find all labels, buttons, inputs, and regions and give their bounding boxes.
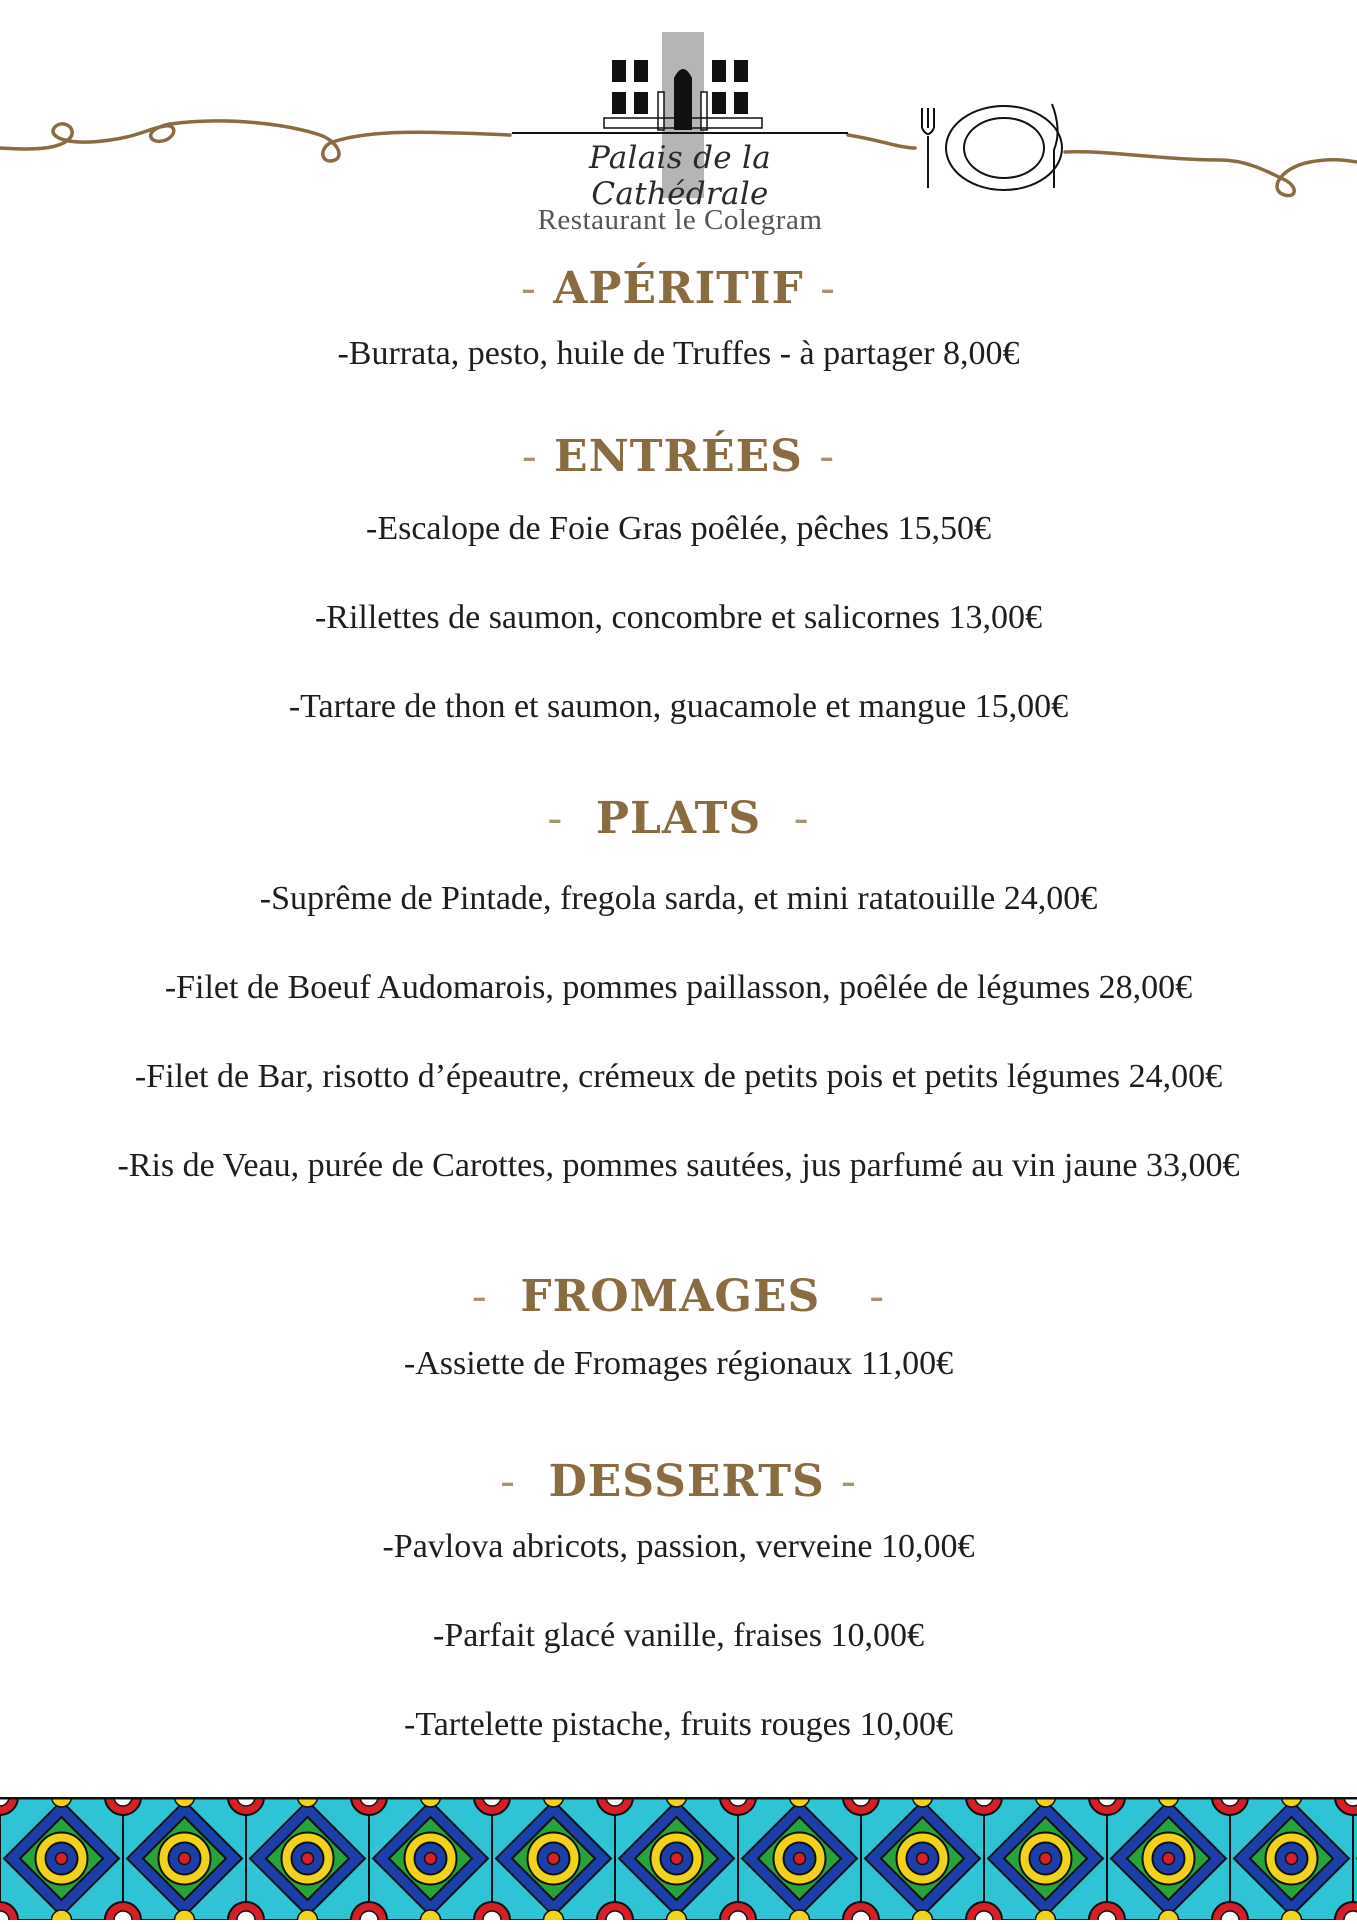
- left-swirl-ornament: [0, 121, 510, 161]
- brand-subtitle: Restaurant le Colegram: [537, 204, 823, 236]
- right-swirl-ornament: [848, 135, 1357, 196]
- menu-item: -Rillettes de saumon, concombre et salicornes 13,00€: [314, 599, 1043, 636]
- menu-item: -Filet de Bar, risotto d’épeautre, crémeux de petits pois et petits légumes 24,00€: [134, 1058, 1223, 1095]
- menu-item: -Ris de Veau, purée de Carottes, pommes sautées, jus parfumé au vin jaune 33,00€: [117, 1147, 1240, 1184]
- section-title-fromages: - FROMAGES -: [471, 1271, 886, 1322]
- menu-item: -Filet de Boeuf Audomarois, pommes paillasson, poêlée de légumes 28,00€: [164, 969, 1193, 1006]
- stained-glass-pattern: [0, 1797, 1357, 1920]
- menu-item: -Tartare de thon et saumon, guacamole et mangue 15,00€: [288, 688, 1069, 725]
- menu-item: -Suprême de Pintade, fregola sarda, et mini ratatouille 24,00€: [259, 880, 1098, 917]
- menu-item: -Tartelette pistache, fruits rouges 10,00€: [404, 1706, 953, 1743]
- fork-icon: [922, 108, 934, 188]
- section-title-entrees: - ENTRÉES -: [521, 431, 836, 482]
- stained-glass-border: [0, 1797, 1357, 1920]
- knife-icon: [1052, 104, 1058, 188]
- menu-item: -Pavlova abricots, passion, verveine 10,00€: [382, 1528, 975, 1565]
- menu-item: -Burrata, pesto, huile de Truffes - à partager 8,00€: [337, 335, 1020, 372]
- menu-item: -Assiette de Fromages régionaux 11,00€: [403, 1345, 954, 1382]
- menu-item: -Escalope de Foie Gras poêlée, pêches 15,50€: [366, 510, 991, 547]
- brand-title: Palais de la Cathédrale: [588, 140, 772, 212]
- menu-item: -Parfait glacé vanille, fraises 10,00€: [433, 1617, 924, 1654]
- section-title-plats: - PLATS -: [547, 793, 810, 844]
- section-title-aperitif: - APÉRITIF -: [521, 263, 836, 314]
- menu-header: [0, 0, 1357, 250]
- section-title-desserts: - DESSERTS -: [500, 1456, 857, 1507]
- plate-icon: [946, 106, 1062, 190]
